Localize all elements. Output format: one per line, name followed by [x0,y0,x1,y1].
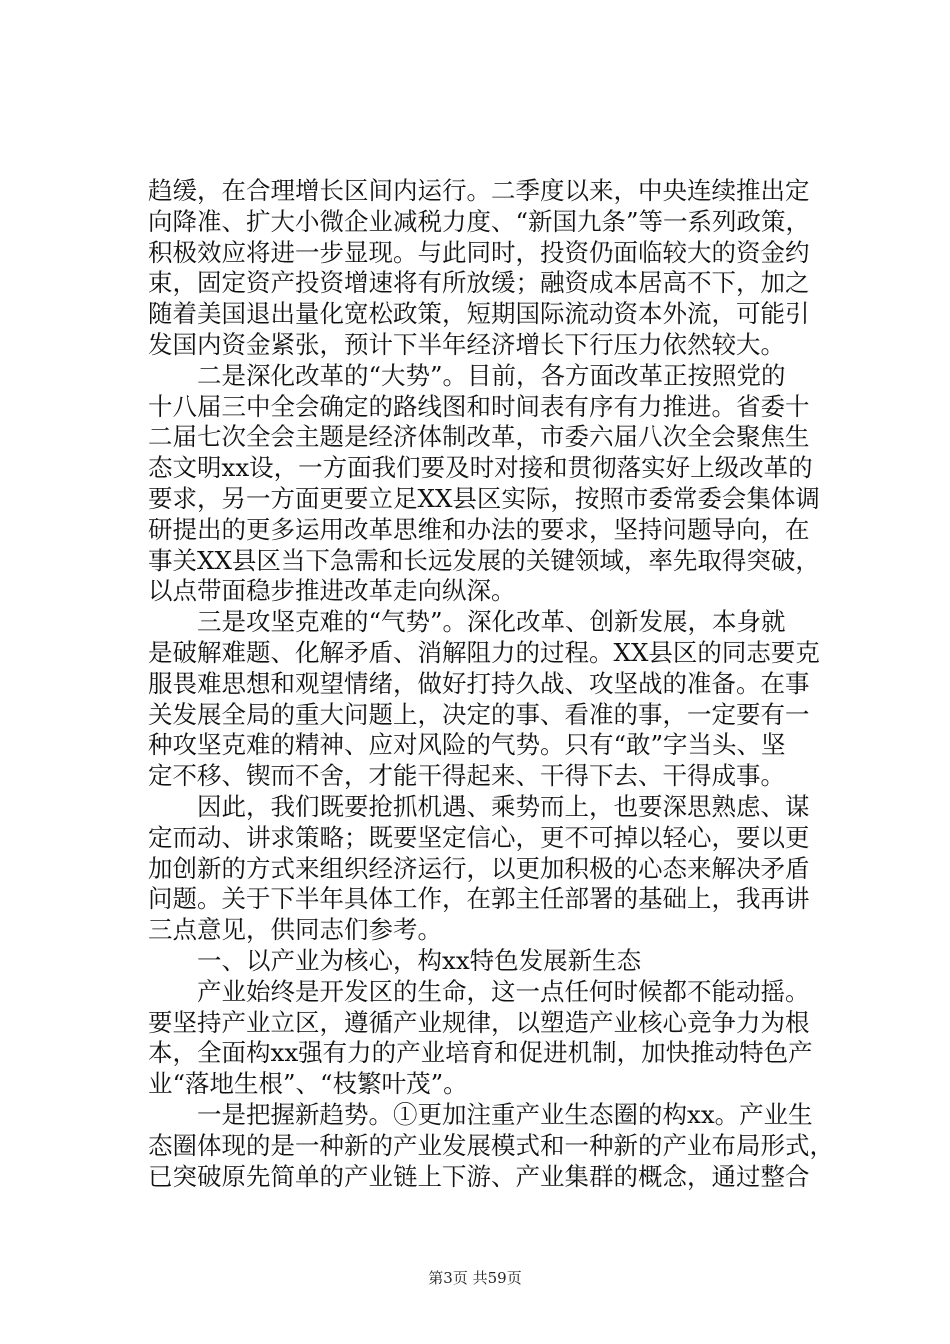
text-line: 问题。关于下半年具体工作，在郭主任部署的基础上，我再讲 [148,884,810,914]
text-line: 态圈体现的是一种新的产业发展模式和一种新的产业布局形式， [148,1130,834,1160]
text-line: 已突破原先简单的产业链上下游、产业集群的概念，通过整合 [148,1161,810,1191]
text-line: 产业始终是开发区的生命，这一点任何时候都不能动摇。 [148,976,810,1006]
text-line: 趋缓，在合理增长区间内运行。二季度以来，中央连续推出定 [148,176,810,205]
text-line: 事关XX县区当下急需和长远发展的关键领域，率先取得突破， [148,545,820,575]
text-line: 服畏难思想和观望情绪，做好打持久战、攻坚战的准备。在事 [148,668,810,698]
text-line: 态文明xx设，一方面我们要及时对接和贯彻落实好上级改革的 [148,453,813,483]
text-line: 发国内资金紧张，预计下半年经济增长下行压力依然较大。 [148,329,785,359]
page-number: 第3页 共59页 [428,1269,522,1287]
text-line: 向降准、扩大小微企业减税力度、“新国九条”等一系列政策， [148,206,811,236]
text-line: 要求，另一方面更要立足XX县区实际，按照市委常委会集体调 [148,483,820,513]
text-line: 定不移、锲而不舍，才能干得起来、干得下去、干得成事。 [148,761,785,791]
text-line: 是破解难题、化解矛盾、消解阻力的过程。XX县区的同志要克 [148,637,820,667]
text-line: 业“落地生根”、“枝繁叶茂”。 [148,1069,468,1099]
text-line: 三是攻坚克难的“气势”。深化改革、创新发展，本身就 [148,607,786,637]
text-line: 因此，我们既要抢抓机遇、乘势而上，也要深思熟虑、谋 [148,791,810,821]
text-line: 一是把握新趋势。①更加注重产业生态圈的构xx。产业生 [148,1099,813,1129]
section-heading: 一、以产业为核心，构xx特色发展新生态 [148,945,642,975]
text-line: 本，全面构xx强有力的产业培育和促进机制，加快推动特色产 [148,1038,813,1068]
text-line: 要坚持产业立区，遵循产业规律，以塑造产业核心竞争力为根 [148,1007,810,1037]
text-line: 二届七次全会主题是经济体制改革，市委六届八次全会聚焦生 [148,422,810,452]
text-line: 随着美国退出量化宽松政策，短期国际流动资本外流，可能引 [148,299,810,329]
text-line: 二是深化改革的“大势”。目前，各方面改革正按照党的 [148,360,786,390]
text-line: 三点意见，供同志们参考。 [148,915,442,945]
text-line: 十八届三中全会确定的路线图和时间表有序有力推进。省委十 [148,391,810,421]
text-line: 关发展全局的重大问题上，决定的事、看准的事，一定要有一 [148,699,810,729]
text-line: 以点带面稳步推进改革走向纵深。 [148,576,516,606]
text-line: 积极效应将进一步显现。与此同时，投资仍面临较大的资金约 [148,237,810,267]
text-line: 定而动、讲求策略；既要坚定信心，更不可掉以轻心，要以更 [148,822,810,852]
text-line: 研提出的更多运用改革思维和办法的要求，坚持问题导向，在 [148,514,810,544]
text-line: 种攻坚克难的精神、应对风险的气势。只有“敢”字当头、坚 [148,730,786,760]
text-line: 加创新的方式来组织经济运行，以更加积极的心态来解决矛盾 [148,853,810,883]
text-line: 束，固定资产投资增速将有所放缓；融资成本居高不下，加之 [148,268,810,298]
document-body [148,176,838,1192]
